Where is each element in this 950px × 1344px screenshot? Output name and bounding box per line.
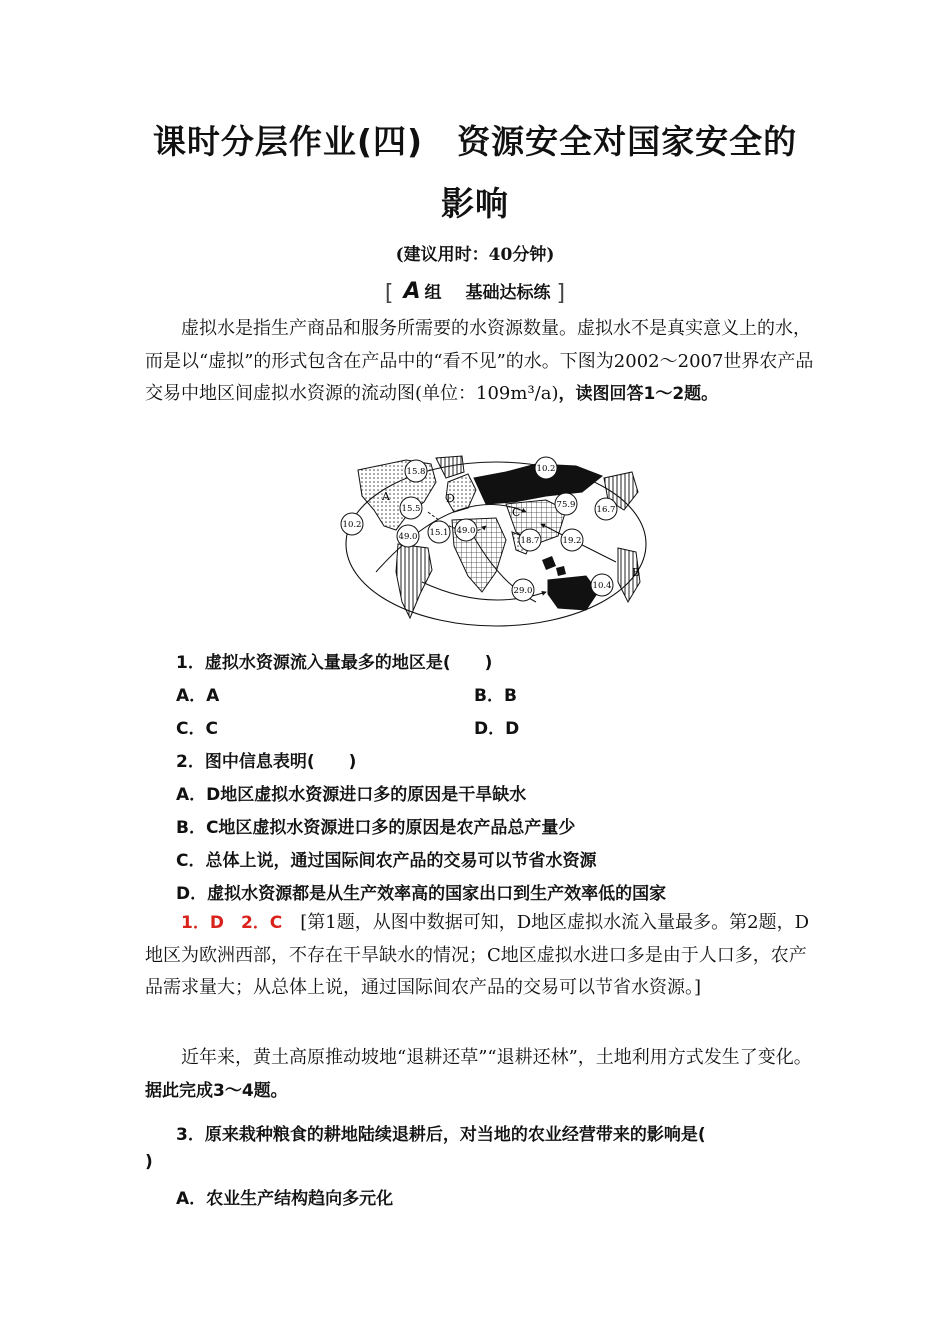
group-title: 基础达标练 xyxy=(465,283,551,303)
answer-paragraph xyxy=(145,907,815,1005)
map-value: 15.5 xyxy=(401,504,421,514)
q2-option-b: B．C地区虚拟水资源进口多的原因是农产品总产量少 xyxy=(176,818,576,838)
group-heading: [ A 组 基础达标练 ] xyxy=(384,279,566,306)
q3-stem: 3．原来栽种粮食的耕地陆续退耕后，对当地的农业经营带来的影响是( xyxy=(176,1125,706,1145)
map-value: 18.7 xyxy=(520,536,540,546)
map-value: 19.2 xyxy=(562,536,582,546)
region-label-d: D xyxy=(446,492,455,505)
map-value: 15.1 xyxy=(429,528,449,538)
region-label-a: A xyxy=(382,490,390,503)
map-value: 15.8 xyxy=(406,467,426,477)
suggested-time: (建议用时：40分钟) xyxy=(395,245,555,265)
q2-stem: 2．图中信息表明( ) xyxy=(176,752,357,772)
map-value: 49.0 xyxy=(456,526,476,536)
page-title-line2: 影响 xyxy=(441,184,509,223)
group-label: 组 xyxy=(424,283,442,303)
q3-stem-end: ) xyxy=(145,1152,153,1172)
q1-option-d: D．D xyxy=(474,719,520,739)
virtual-water-map xyxy=(336,452,654,628)
intro-paragraph xyxy=(145,313,815,411)
q2-option-c: C．总体上说，通过国际间农产品的交易可以节省水资源 xyxy=(176,851,597,871)
q1-option-b: B．B xyxy=(474,686,517,706)
q1-option-a: A．A xyxy=(176,686,220,706)
page-title-line1: 课时分层作业(四) 资源安全对国家安全的 xyxy=(152,122,798,161)
q2-option-d: D．虚拟水资源都是从生产效率高的国家出口到生产效率低的国家 xyxy=(176,884,667,904)
q2-option-a: A．D地区虚拟水资源进口多的原因是干旱缺水 xyxy=(176,785,527,805)
map-value: 75.9 xyxy=(556,500,576,510)
q1-option-c: C．C xyxy=(176,719,218,739)
map-value: 10.2 xyxy=(536,464,556,474)
intro-text: 虚拟水是指生产商品和服务所需要的水资源数量。虚拟水不是真实意义上的水，而是以“虚拟”的形式包含在产品中的“看不见”的水。下图为2002～2007世界农产品交易中地区间虚拟水资源的流动图(单位：109m³/a) xyxy=(145,318,814,404)
q3-option-a: A．农业生产结构趋向多元化 xyxy=(176,1189,394,1209)
intro2-instruction: 据此完成3～4题。 xyxy=(145,1080,288,1101)
intro-instruction: ，读图回答1～2题。 xyxy=(558,384,719,404)
group-letter: A xyxy=(403,279,421,304)
map-value: 10.2 xyxy=(342,520,362,530)
map-value: 10.4 xyxy=(592,581,612,591)
intro2-text: 近年来，黄土高原推动坡地“退耕还草”“退耕还林”，土地利用方式发生了变化。 xyxy=(181,1047,812,1068)
map-value: 16.7 xyxy=(596,505,616,515)
region-label-b: B xyxy=(632,566,641,579)
intro2-paragraph xyxy=(145,1042,815,1107)
answer-explanation: [第1题，从图中数据可知，D地区虚拟水流入量最多。第2题，D地区为欧洲西部，不存在干旱缺水的情况；C地区虚拟水进口多是由于人口多，农产品需求量大；从总体上说，通过国际间农产品的交易可以节省水资源。] xyxy=(145,912,810,998)
map-value: 49.0 xyxy=(398,532,418,542)
answer-key: 1．D 2．C xyxy=(181,913,283,933)
q1-stem: 1．虚拟水资源流入量最多的地区是( ) xyxy=(176,653,493,673)
map-value: 29.0 xyxy=(513,586,533,596)
region-label-c: C xyxy=(512,506,521,519)
